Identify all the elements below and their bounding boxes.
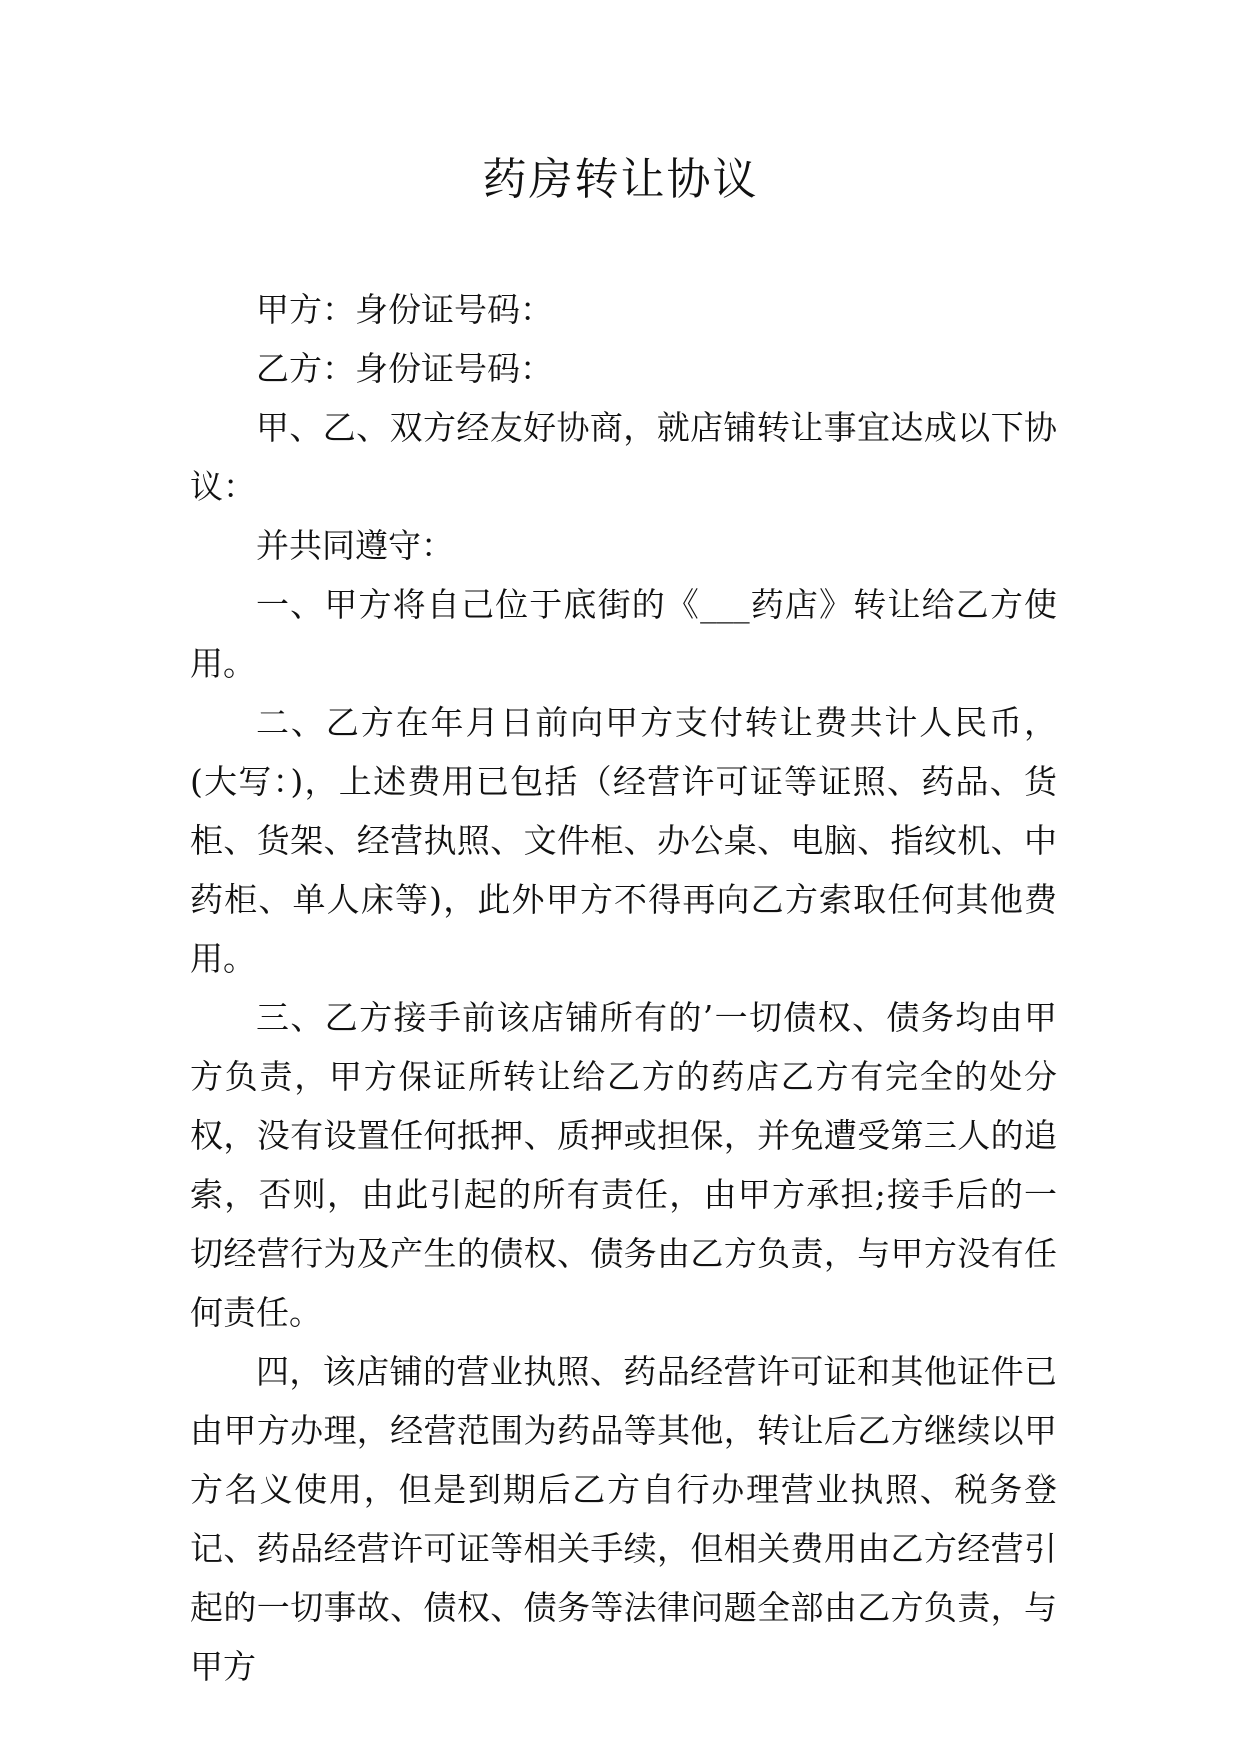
abide-paragraph: 并共同遵守： <box>256 526 454 565</box>
document-body <box>190 280 1057 1696</box>
document-title: 药房转让协议 <box>482 154 759 205</box>
clause-3: 三、乙方接手前该店铺所有的’一切债权、债务均由甲方负责，甲方保证所转让给乙方的药店乙方有完全的处分权，没有设置任何抵押、质押或担保，并免遭受第三人的追索，否则，由此引起的所有责任，由甲方承担;接手后的一切经营行为及产生的债权、债务由乙方负责，与甲方没有任何责任。 <box>190 998 1057 1332</box>
preamble-paragraph: 甲、乙、双方经友好协商，就店铺转让事宜达成以下协议： <box>190 408 1057 506</box>
clause-1: 一、甲方将自己位于底街的《___药店》转让给乙方使用。 <box>190 585 1057 683</box>
clause-4: 四，该店铺的营业执照、药品经营许可证和其他证件已由甲方办理，经营范围为药品等其他，转让后乙方继续以甲方名义使用，但是到期后乙方自行办理营业执照、税务登记、药品经营许可证等相关手续，但相关费用由乙方经营引起的一切事故、债权、债务等法律问题全部由乙方负责，与甲方 <box>190 1352 1057 1686</box>
party-b-line: 乙方：身份证号码： <box>256 349 553 388</box>
party-a-line: 甲方：身份证号码： <box>256 290 553 329</box>
clause-2: 二、乙方在年月日前向甲方支付转让费共计人民币，(大写：)，上述费用已包括（经营许可证等证照、药品、货柜、货架、经营执照、文件柜、办公桌、电脑、指纹机、中药柜、单人床等)，此外甲方不得再向乙方索取任何其他费用。 <box>190 703 1057 978</box>
